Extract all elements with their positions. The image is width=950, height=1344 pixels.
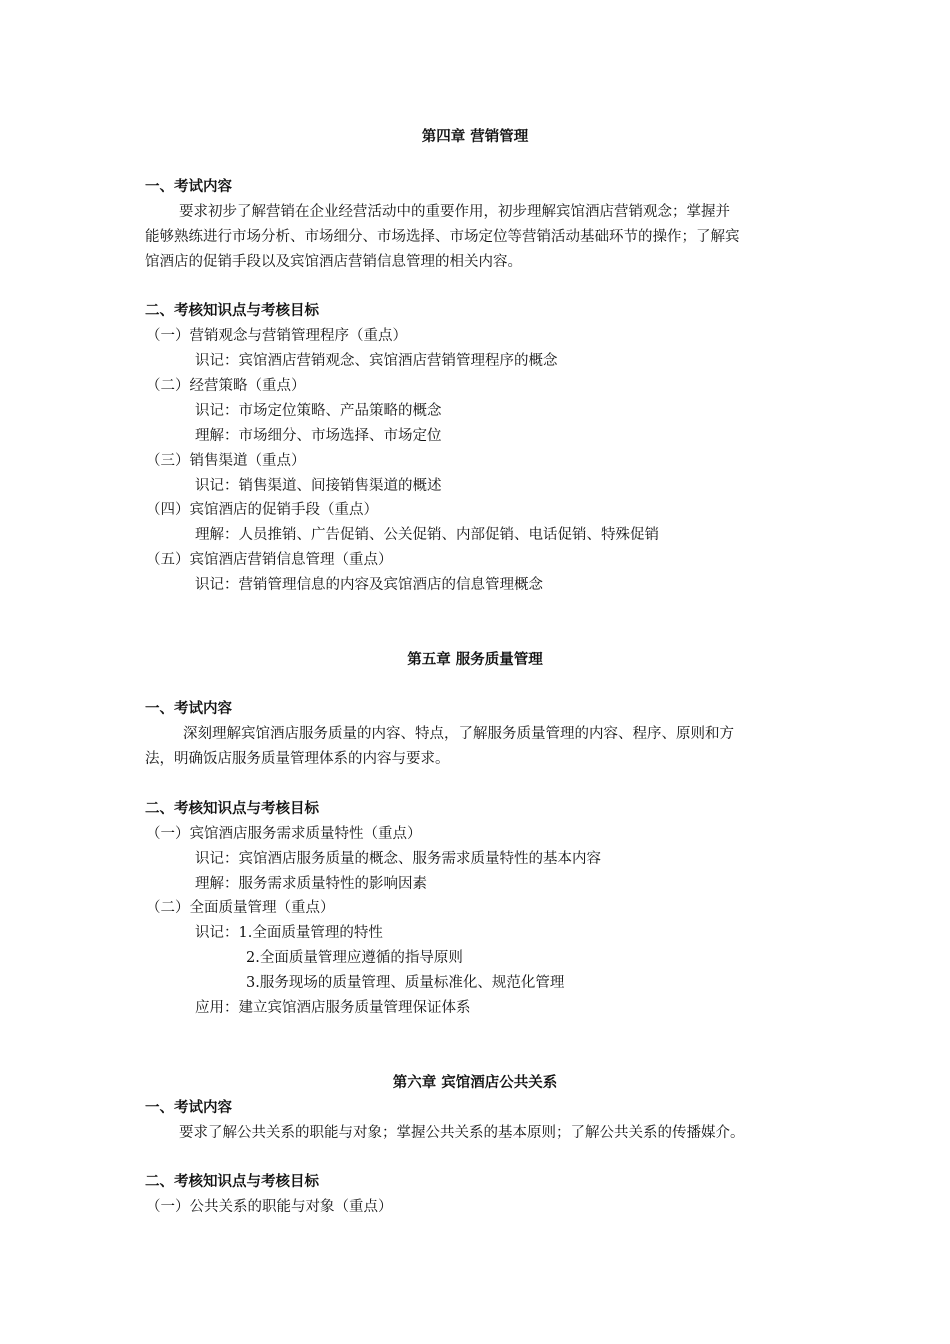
chapter4-objective: 识记：宾馆酒店营销观念、宾馆酒店营销管理程序的概念: [195, 353, 558, 369]
chapter4-topic: （五）宾馆酒店营销信息管理（重点）: [146, 552, 393, 568]
chapter4-topic: （四）宾馆酒店的促销手段（重点）: [146, 502, 378, 518]
chapter5-paragraph-line: 深刻理解宾馆酒店服务质量的内容、特点，了解服务质量管理的内容、程序、原则和方: [183, 726, 734, 742]
chapter5-objective: 2.全面质量管理应遵循的指导原则: [246, 950, 463, 966]
chapter5-section1-heading: 一、考试内容: [145, 701, 232, 717]
chapter4-topic: （二）经营策略（重点）: [146, 378, 306, 394]
chapter6-topic: （一）公共关系的职能与对象（重点）: [146, 1199, 393, 1215]
chapter5-objective: 识记：宾馆酒店服务质量的概念、服务需求质量特性的基本内容: [195, 851, 601, 867]
chapter6-paragraph-line: 要求了解公共关系的职能与对象；掌握公共关系的基本原则；了解公共关系的传播媒介。: [179, 1125, 745, 1141]
chapter4-objective: 识记：营销管理信息的内容及宾馆酒店的信息管理概念: [195, 577, 543, 593]
chapter4-topic: （三）销售渠道（重点）: [146, 453, 306, 469]
chapter4-objective: 识记：市场定位策略、产品策略的概念: [195, 403, 442, 419]
chapter6-title: 第六章 宾馆酒店公共关系: [392, 1075, 558, 1091]
chapter4-section2-heading: 二、考核知识点与考核目标: [145, 303, 319, 319]
chapter4-section1-heading: 一、考试内容: [145, 179, 232, 195]
chapter5-topic: （二）全面质量管理（重点）: [146, 900, 335, 916]
chapter5-title: 第五章 服务质量管理: [407, 652, 543, 668]
chapter5-paragraph-line: 法，明确饭店服务质量管理体系的内容与要求。: [145, 751, 450, 767]
chapter5-section2-heading: 二、考核知识点与考核目标: [145, 801, 319, 817]
chapter4-paragraph-line: 能够熟练进行市场分析、市场细分、市场选择、市场定位等营销活动基础环节的操作；了解宾: [145, 229, 740, 245]
chapter6-section2-heading: 二、考核知识点与考核目标: [145, 1174, 319, 1190]
chapter5-objective: 3.服务现场的质量管理、质量标准化、规范化管理: [246, 975, 565, 991]
chapter4-paragraph-line: 要求初步了解营销在企业经营活动中的重要作用，初步理解宾馆酒店营销观念；掌握并: [179, 204, 730, 220]
chapter4-paragraph-line: 馆酒店的促销手段以及宾馆酒店营销信息管理的相关内容。: [145, 254, 522, 270]
chapter4-objective: 理解：人员推销、广告促销、公关促销、内部促销、电话促销、特殊促销: [195, 527, 659, 543]
chapter5-objective: 应用：建立宾馆酒店服务质量管理保证体系: [195, 1000, 471, 1016]
chapter4-objective: 理解：市场细分、市场选择、市场定位: [195, 428, 442, 444]
chapter4-topic: （一）营销观念与营销管理程序（重点）: [146, 328, 407, 344]
chapter4-title: 第四章 营销管理: [421, 129, 529, 145]
chapter5-objective: 识记：1.全面质量管理的特性: [195, 925, 383, 941]
chapter4-objective: 识记：销售渠道、间接销售渠道的概述: [195, 478, 442, 494]
chapter6-section1-heading: 一、考试内容: [145, 1100, 232, 1116]
chapter5-objective: 理解：服务需求质量特性的影响因素: [195, 876, 427, 892]
chapter5-topic: （一）宾馆酒店服务需求质量特性（重点）: [146, 826, 422, 842]
